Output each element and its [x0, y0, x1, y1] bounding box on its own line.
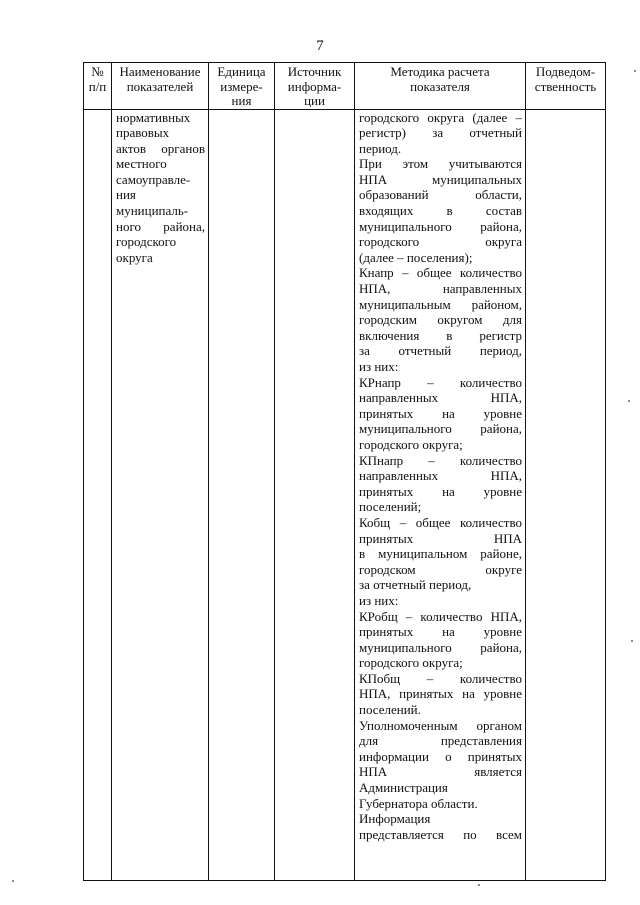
text-line: из них: — [359, 359, 399, 374]
text-line: период. — [359, 140, 402, 156]
text-line: принятых на уровне — [359, 483, 522, 499]
text-line: в муниципальном районе, — [359, 546, 522, 562]
scan-speck — [12, 880, 14, 882]
text-line: округа — [116, 249, 153, 265]
text-line: местного — [116, 156, 167, 172]
text-line: поселений; — [359, 499, 422, 515]
cell-source — [275, 109, 355, 880]
header-subordination: Подведом- ственность — [526, 63, 606, 110]
cell-num — [84, 109, 112, 880]
text-line: правовых — [116, 125, 170, 141]
cell-name — [112, 109, 209, 880]
text-line: принятых на уровне — [359, 405, 522, 421]
text-line: за отчетный период, — [359, 577, 472, 593]
text-line: городского округа (далее – — [359, 109, 522, 125]
text-line: направленных НПА, — [359, 390, 522, 406]
page-number: 7 — [316, 38, 324, 54]
text-line: ного района, — [116, 218, 205, 234]
text-line: городского округа; — [359, 436, 463, 452]
text-line: принятых НПА — [359, 530, 522, 546]
text-line: (далее – поселения); — [359, 249, 473, 265]
scan-speck — [634, 70, 636, 72]
text-line: КПобщ – количество — [359, 670, 522, 686]
text-line: НПА, направленных — [359, 281, 522, 297]
text-line: муниципаль- — [116, 203, 189, 219]
text-line: Информация — [359, 811, 431, 827]
header-method: Методика расчета показателя — [355, 63, 526, 110]
header-num: № п/п — [84, 63, 112, 110]
text-line: из них: — [359, 592, 399, 608]
text-line: для представления — [359, 733, 522, 749]
table-header-row — [84, 63, 606, 110]
cell-method — [355, 109, 526, 880]
text-line: городского округа; — [359, 655, 463, 671]
text-line: поселений. — [359, 702, 421, 718]
text-line: входящих в состав — [359, 203, 522, 219]
text-line: НПА муниципальных — [359, 171, 522, 187]
text-line: городском округе — [359, 561, 522, 577]
text-line: Кобщ – общее количество — [359, 514, 522, 530]
text-line: информации о принятых — [359, 748, 522, 764]
scan-speck — [628, 400, 630, 402]
text-line: Губернатора области. — [359, 795, 478, 811]
table-row — [84, 109, 606, 880]
text-line: Администрация — [359, 780, 448, 796]
scan-speck — [478, 884, 480, 886]
indicator-table — [83, 62, 606, 881]
text-line: муниципальным районом, — [359, 296, 522, 312]
text-line: Уполномоченным органом — [359, 717, 522, 733]
text-line: КПнапр – количество — [359, 452, 522, 468]
header-source: Источник информа- ции — [275, 63, 355, 110]
header-unit: Единица измере- ния — [209, 63, 275, 110]
text-line: самоуправле- — [116, 171, 191, 187]
cell-unit — [209, 109, 275, 880]
text-line: городского — [116, 234, 177, 250]
text-line: включения в регистр — [359, 327, 522, 343]
text-line: городским округом для — [359, 312, 522, 328]
text-line: за отчетный период, — [359, 343, 522, 359]
text-line: Кнапр – общее количество — [359, 265, 522, 281]
text-line: нормативных — [116, 109, 191, 125]
text-line: НПА является — [359, 764, 522, 780]
text-line: городского округа — [359, 234, 522, 250]
text-line: представляется по всем — [359, 826, 522, 842]
text-line: принятых на уровне — [359, 624, 522, 640]
text-line: регистр) за отчетный — [359, 125, 522, 141]
text-line: актов органов — [116, 140, 205, 156]
text-line: НПА, принятых на уровне — [359, 686, 522, 702]
text-line: образований области, — [359, 187, 522, 203]
text-line: муниципального района, — [359, 421, 522, 437]
text-line: муниципального района, — [359, 218, 522, 234]
text-line: КРобщ – количество НПА, — [359, 608, 522, 624]
text-line: ния — [116, 187, 136, 203]
cell-subordination — [526, 109, 606, 880]
text-line: При этом учитываются — [359, 156, 522, 172]
text-line: муниципального района, — [359, 639, 522, 655]
text-line: направленных НПА, — [359, 468, 522, 484]
text-line: КРнапр – количество — [359, 374, 522, 390]
header-name: Наименование показателей — [112, 63, 209, 110]
scan-speck — [631, 640, 633, 642]
